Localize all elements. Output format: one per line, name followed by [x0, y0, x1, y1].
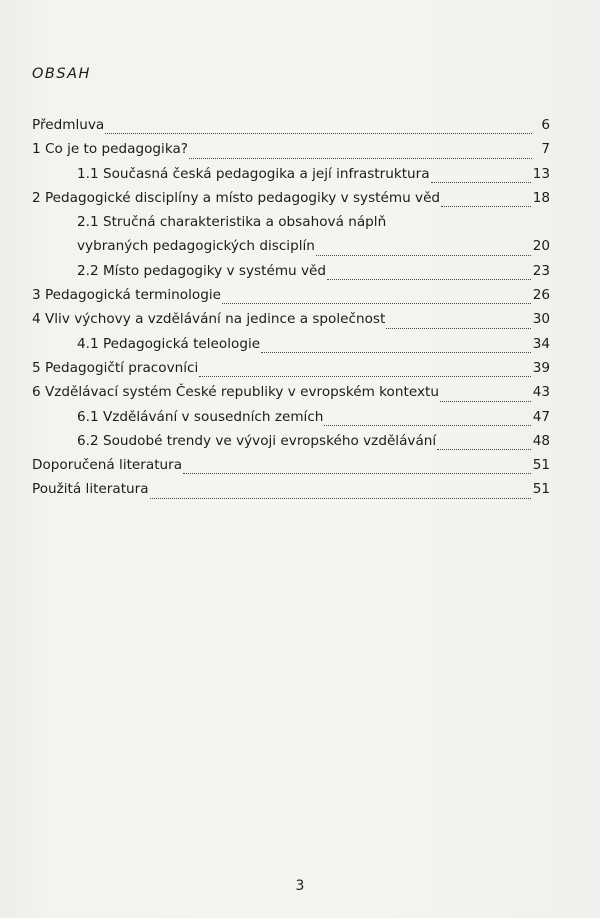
toc-entry-page: 39: [532, 359, 550, 376]
toc-entry-label: 2 Pedagogické disciplíny a místo pedagogiky v systému věd: [32, 189, 441, 206]
toc-entry-section-6-1: [32, 409, 550, 433]
leader-dots: [150, 497, 531, 499]
toc-entry-page: 47: [532, 408, 550, 425]
toc-entry-page: 43: [532, 384, 550, 401]
toc-entry-label: Doporučená literatura: [32, 457, 183, 474]
toc-entry-page: 51: [532, 457, 550, 474]
toc-entry-label: 1.1 Současná česká pedagogika a její infrastruktura: [77, 165, 430, 182]
toc-entry-predmluva: [32, 117, 550, 141]
page-number: 3: [295, 878, 305, 894]
toc-entry-page: 6: [541, 117, 550, 133]
leader-dots: [261, 351, 531, 353]
toc-entry-label: 6 Vzdělávací systém České republiky v evropském kontextu: [32, 384, 439, 401]
toc-entry-section-2-2: [32, 263, 550, 287]
toc-heading: OBSAH: [32, 66, 91, 82]
table-of-contents: [32, 117, 550, 506]
toc-entry-section-6-2: [32, 433, 550, 457]
leader-dots: [324, 424, 530, 426]
leader-dots: [105, 132, 532, 134]
toc-entry-label: vybraných pedagogických disciplín: [77, 238, 315, 255]
toc-entry-label: 3 Pedagogická terminologie: [32, 287, 221, 304]
leader-dots: [222, 302, 531, 304]
toc-entry-page: 30: [532, 311, 550, 328]
toc-entry-page: 18: [532, 189, 550, 206]
toc-entry-page: 13: [532, 165, 550, 182]
toc-entry-chapter-2: [32, 190, 550, 214]
leader-dots: [440, 400, 531, 402]
toc-entry-page: 34: [532, 335, 550, 352]
leader-dots: [189, 157, 532, 159]
toc-entry-label: Použitá literatura: [32, 481, 149, 498]
toc-entry-label: 1 Co je to pedagogika?: [32, 141, 189, 158]
toc-entry-label: Předmluva: [32, 117, 105, 133]
leader-dots: [437, 448, 531, 450]
toc-entry-section-2-1: [32, 214, 550, 238]
toc-entry-page: 23: [532, 262, 550, 279]
leader-dots: [441, 205, 531, 207]
toc-entry-page: 20: [532, 238, 550, 255]
toc-entry-label: 6.2 Soudobé trendy ve vývoji evropského vzdělávání: [77, 432, 437, 449]
leader-dots: [431, 181, 531, 183]
toc-entry-chapter-1: [32, 141, 550, 165]
toc-entry-page: 26: [532, 287, 550, 304]
toc-entry-chapter-3: [32, 287, 550, 311]
toc-entry-chapter-5: [32, 360, 550, 384]
leader-dots: [199, 375, 530, 377]
leader-dots: [183, 472, 531, 474]
toc-entry-page: 48: [532, 432, 550, 449]
toc-entry-used-literature: [32, 481, 550, 505]
leader-dots: [327, 278, 531, 280]
toc-entry-label: 6.1 Vzdělávání v sousedních zemích: [77, 408, 324, 425]
leader-dots: [386, 327, 530, 329]
toc-entry-page: 7: [541, 141, 550, 158]
toc-entry-chapter-6: [32, 384, 550, 408]
toc-entry-section-4-1: [32, 336, 550, 360]
toc-entry-label: 4 Vliv výchovy a vzdělávání na jedince a společnost: [32, 311, 386, 328]
toc-entry-label: 4.1 Pedagogická teleologie: [77, 335, 261, 352]
leader-dots: [316, 254, 531, 256]
toc-entry-page: 51: [532, 481, 550, 498]
toc-entry-label: 2.1 Stručná charakteristika a obsahová náplň: [77, 214, 387, 231]
toc-entry-chapter-4: [32, 311, 550, 335]
toc-entry-section-2-1-continued: [32, 238, 550, 262]
toc-entry-section-1-1: [32, 166, 550, 190]
toc-entry-label: 5 Pedagogičtí pracovníci: [32, 359, 199, 376]
toc-entry-label: 2.2 Místo pedagogiky v systému věd: [77, 262, 327, 279]
toc-entry-recommended-literature: [32, 457, 550, 481]
